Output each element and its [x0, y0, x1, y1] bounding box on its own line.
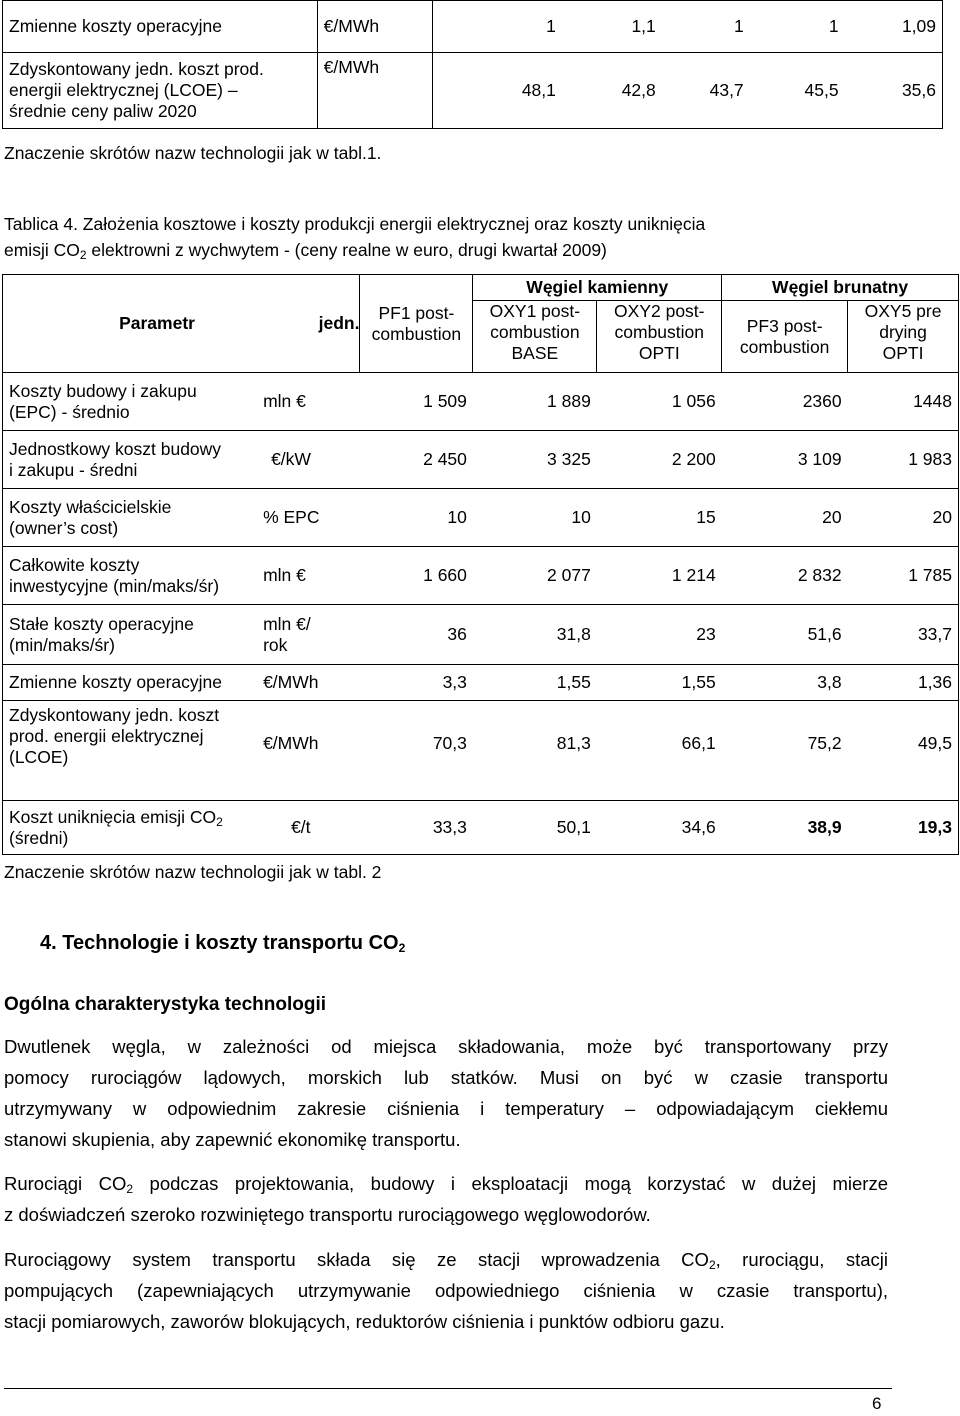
footer-rule — [4, 1388, 892, 1389]
row-unit: % EPC — [257, 489, 360, 547]
cell-value: 81,3 — [473, 701, 597, 801]
cell-value: 45,5 — [750, 53, 845, 129]
header-pf1 — [360, 275, 473, 373]
cell-value: 33,3 — [360, 801, 473, 855]
paragraph-line: pomocy rurociągów lądowych, morskich lub statków. Musi on być w czasie transportu — [4, 1067, 888, 1088]
row-label-line: Stałe koszty operacyjne — [9, 613, 194, 634]
row-label-line: Koszty właścicielskie — [9, 496, 172, 517]
cell-value: 2 077 — [473, 547, 597, 605]
cell-value: 49,5 — [848, 701, 959, 801]
cell-value: 31,8 — [473, 605, 597, 665]
cell-value: 19,3 — [848, 801, 959, 855]
row-label-text: Koszt uniknięcia emisji CO — [9, 806, 217, 827]
paragraph-text: podczas projektowania, budowy i eksploatacji mogą korzystać w dużej mierze — [133, 1173, 888, 1194]
cell-value: 10 — [473, 489, 597, 547]
header-line: OXY5 pre — [864, 301, 942, 321]
row-unit — [257, 605, 360, 665]
row-label-line: prod. energii elektrycznej — [9, 726, 204, 746]
cell-value: 35,6 — [845, 53, 943, 129]
table-row — [3, 665, 959, 701]
row-label-line: Całkowite koszty — [9, 554, 140, 575]
row-label — [3, 547, 258, 605]
cell-value: 2 200 — [597, 431, 722, 489]
table-note: Znaczenie skrótów nazw technologii jak w tabl. 2 — [4, 862, 382, 882]
cell-value: 1 — [432, 1, 562, 53]
header-pf3 — [722, 301, 848, 373]
paragraph-line: pompujących (zapewniających utrzymywanie odpowiedniego ciśnienia w czasie transportu), — [4, 1280, 888, 1301]
row-unit-line: mln €/ — [263, 613, 311, 634]
cell-value: 1 983 — [848, 431, 959, 489]
heading-subscript: 2 — [398, 941, 406, 955]
paragraph-subscript: 2 — [126, 1182, 134, 1196]
cell-value: 1,1 — [562, 1, 662, 53]
row-label-line: i zakupu - średni — [9, 459, 138, 480]
table-row — [3, 373, 959, 431]
row-label — [3, 801, 258, 855]
header-line: combustion — [614, 322, 705, 342]
paragraph-subscript: 2 — [708, 1258, 716, 1272]
cell-value: 2 832 — [722, 547, 848, 605]
row-unit: mln € — [257, 547, 360, 605]
cell-value: 1 889 — [473, 373, 597, 431]
cell-value: 1 — [750, 1, 845, 53]
page-number: 6 — [872, 1394, 882, 1413]
cell-value: 23 — [597, 605, 722, 665]
cell-value: 3,8 — [722, 665, 848, 701]
paragraph-1 — [4, 1031, 888, 1155]
paragraph-line: Dwutlenek węgla, w zależności od miejsca składowania, może być transportowany przy — [4, 1036, 888, 1057]
cell-value: 33,7 — [848, 605, 959, 665]
paragraph-line: stanowi skupienia, aby zapewnić ekonomikę transportu. — [4, 1129, 461, 1150]
paragraph-line — [4, 1168, 888, 1199]
cell-value: 36 — [360, 605, 473, 665]
cell-value: 50,1 — [473, 801, 597, 855]
header-group-hard-coal: Węgiel kamienny — [473, 275, 722, 301]
section-heading — [40, 932, 405, 955]
paragraph-line: utrzymywany w odpowiednim zakresie ciśnienia i temperatury – odpowiadającym ciekłemu — [4, 1098, 888, 1119]
caption-text: elektrowni z wychwytem - (ceny realne w euro, drugi kwartał 2009) — [86, 240, 607, 260]
cell-value: 3 325 — [473, 431, 597, 489]
header-line: OPTI — [638, 343, 680, 363]
row-label-line: (owner’s cost) — [9, 517, 119, 538]
row-label-line: (EPC) - średnio — [9, 401, 130, 422]
cell-value: 1,09 — [845, 1, 943, 53]
row-unit: €/MWh — [317, 53, 432, 129]
row-label-line: Koszty budowy i zakupu — [9, 380, 197, 401]
row-label-line: (min/maks/śr) — [9, 634, 115, 655]
cell-value: 43,7 — [662, 53, 750, 129]
header-line: OXY1 post- — [489, 301, 581, 321]
row-label — [3, 489, 258, 547]
table-row — [3, 431, 959, 489]
header-oxy5 — [848, 301, 959, 373]
row-unit: €/MWh — [257, 701, 360, 801]
paragraph-text: Rurociągowy system transportu składa się ze stacji wprowadzenia CO — [4, 1249, 709, 1270]
header-oxy1 — [473, 301, 597, 373]
header-parametr: Parametr — [3, 275, 258, 373]
row-label-line — [9, 807, 251, 828]
paragraph-2 — [4, 1168, 888, 1230]
cell-value: 48,1 — [432, 53, 562, 129]
cell-value: 1448 — [848, 373, 959, 431]
header-line: PF1 post- — [378, 302, 455, 323]
header-line: combustion — [739, 336, 830, 357]
paragraph-text: , rurociągu, stacji — [715, 1249, 888, 1270]
table-row — [3, 547, 959, 605]
row-unit: mln € — [257, 373, 360, 431]
top-table — [2, 0, 943, 129]
row-label-line: inwestycyjne (min/maks/śr) — [9, 575, 220, 596]
paragraph-text: Rurociągi CO — [4, 1173, 127, 1194]
row-label — [3, 53, 318, 129]
header-line: OXY2 post- — [614, 301, 705, 321]
paragraph-line — [4, 1244, 888, 1275]
table-row — [3, 53, 943, 129]
header-group-lignite: Węgiel brunatny — [722, 275, 959, 301]
row-unit-line: rok — [263, 634, 288, 655]
paragraph-line: z doświadczeń szeroko rozwiniętego transportu rurociągowego węglowodorów. — [4, 1204, 651, 1225]
paragraph-3 — [4, 1244, 888, 1337]
header-line: PF3 post- — [746, 315, 823, 336]
cost-table — [2, 274, 959, 855]
row-label — [3, 373, 258, 431]
row-label-line: (średni) — [9, 827, 69, 848]
row-label-line: energii elektrycznej (LCOE) – — [9, 80, 238, 100]
cell-value: 1 214 — [597, 547, 722, 605]
table-caption — [4, 211, 705, 263]
cell-value: 15 — [597, 489, 722, 547]
table-note: Znaczenie skrótów nazw technologii jak w tabl.1. — [4, 143, 382, 163]
cell-value: 38,9 — [722, 801, 848, 855]
cell-value: 10 — [360, 489, 473, 547]
row-unit: €/MWh — [317, 1, 432, 53]
cell-value: 1 509 — [360, 373, 473, 431]
caption-line — [4, 237, 705, 263]
row-unit: €/MWh — [257, 665, 360, 701]
cell-value: 3 109 — [722, 431, 848, 489]
cell-value: 20 — [848, 489, 959, 547]
table-row — [3, 605, 959, 665]
table-row — [3, 801, 959, 855]
table-row — [3, 701, 959, 801]
cell-value: 1 — [662, 1, 750, 53]
cell-value: 2 450 — [360, 431, 473, 489]
cell-value: 1,55 — [473, 665, 597, 701]
header-line: BASE — [511, 343, 559, 363]
cell-value: 1 785 — [848, 547, 959, 605]
row-label — [3, 605, 258, 665]
row-label-line: Zdyskontowany jedn. koszt — [9, 705, 220, 725]
header-oxy2 — [597, 301, 722, 373]
row-label-line: (LCOE) — [9, 747, 69, 767]
cell-value: 20 — [722, 489, 848, 547]
cell-value: 75,2 — [722, 701, 848, 801]
cell-value: 1 056 — [597, 373, 722, 431]
row-label: Zmienne koszty operacyjne — [3, 1, 318, 53]
header-line: combustion — [371, 323, 462, 344]
cell-value: 34,6 — [597, 801, 722, 855]
cell-value: 1 660 — [360, 547, 473, 605]
paragraph-line: stacji pomiarowych, zaworów blokujących, reduktorów ciśnienia i punktów odbioru gazu. — [4, 1311, 725, 1332]
caption-subscript: 2 — [79, 248, 87, 262]
heading-text: 4. Technologie i koszty transportu CO — [40, 932, 399, 954]
header-line: drying — [879, 322, 927, 342]
cell-value: 70,3 — [360, 701, 473, 801]
row-label — [3, 431, 258, 489]
caption-line: Tablica 4. Założenia kosztowe i koszty produkcji energii elektrycznej oraz koszty uniknięcia — [4, 214, 706, 234]
cell-value: 42,8 — [562, 53, 662, 129]
cell-value: 1,55 — [597, 665, 722, 701]
row-label-line: Jednostkowy koszt budowy — [9, 438, 222, 459]
cell-value: 51,6 — [722, 605, 848, 665]
subheading: Ogólna charakterystyka technologii — [4, 994, 327, 1015]
cell-value: 3,3 — [360, 665, 473, 701]
row-unit: €/kW — [257, 431, 360, 489]
table-row — [3, 1, 943, 53]
header-line: OPTI — [882, 343, 924, 363]
row-label-line: średnie ceny paliw 2020 — [9, 101, 197, 121]
row-unit: €/t — [257, 801, 360, 855]
row-label-line: Zdyskontowany jedn. koszt prod. — [9, 59, 264, 79]
row-label-subscript: 2 — [216, 814, 223, 829]
cell-value: 1,36 — [848, 665, 959, 701]
table-row — [3, 489, 959, 547]
header-jedn: jedn. — [257, 275, 360, 373]
cell-value: 2360 — [722, 373, 848, 431]
row-label — [3, 701, 258, 801]
row-label: Zmienne koszty operacyjne — [3, 665, 258, 701]
caption-text: emisji CO — [4, 240, 80, 260]
cell-value: 66,1 — [597, 701, 722, 801]
header-line: combustion — [490, 322, 580, 342]
table-header-row — [3, 275, 959, 301]
